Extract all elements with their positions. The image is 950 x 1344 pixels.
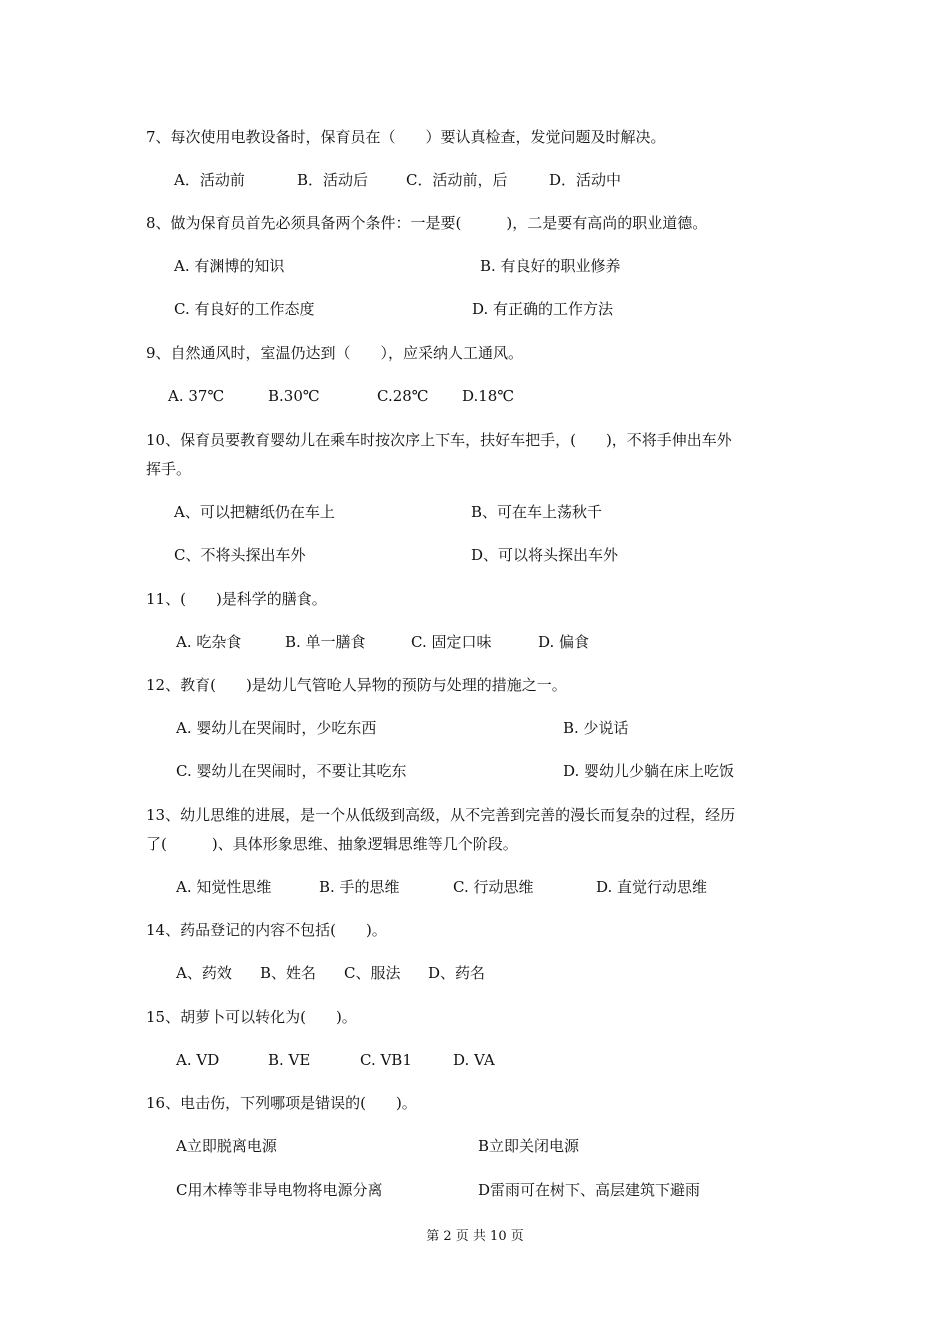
question-10-option-d: D、可以将头探出车外 xyxy=(471,546,619,564)
question-11-option-a: A. 吃杂食 xyxy=(176,633,242,651)
question-12-option-b: B. 少说话 xyxy=(563,719,629,737)
question-8-option-c: C. 有良好的工作态度 xyxy=(174,300,315,318)
question-8-option-a: A. 有渊博的知识 xyxy=(174,257,285,275)
question-8-option-b: B. 有良好的职业修养 xyxy=(480,257,621,275)
question-7-option-b: B．活动后 xyxy=(297,171,369,189)
question-12-stem: 12、教育( )是幼儿气管呛人异物的预防与处理的措施之一。 xyxy=(146,676,567,694)
question-10-option-c: C、不将头探出车外 xyxy=(174,546,306,564)
question-16-stem: 16、电击伤，下列哪项是错误的( )。 xyxy=(146,1094,417,1112)
question-15-option-a: A. VD xyxy=(176,1051,220,1069)
question-11-stem: 11、( )是科学的膳食。 xyxy=(146,590,327,608)
page-footer: 第 2 页 共 10 页 xyxy=(426,1229,524,1244)
question-13-option-b: B. 手的思维 xyxy=(319,878,400,896)
question-15-option-c: C. VB1 xyxy=(360,1051,412,1069)
question-11-option-d: D. 偏食 xyxy=(538,633,590,651)
question-9-option-d: D.18℃ xyxy=(462,387,515,405)
question-7-stem: 7、每次使用电教设备时，保育员在（ ）要认真检查，发觉问题及时解决。 xyxy=(146,128,666,146)
question-15-stem: 15、胡萝卜可以转化为( )。 xyxy=(146,1008,357,1026)
question-13-stem-line-2: 了( )、具体形象思维、抽象逻辑思维等几个阶段。 xyxy=(146,835,518,853)
question-9-option-c: C.28℃ xyxy=(377,387,429,405)
question-7-option-c: C．活动前，后 xyxy=(406,171,508,189)
question-9-option-a: A. 37℃ xyxy=(168,387,225,405)
question-8-stem: 8、做为保育员首先必须具备两个条件：一是要( )，二是要有高尚的职业道德。 xyxy=(146,214,708,232)
question-13-option-a: A. 知觉性思维 xyxy=(176,878,272,896)
question-14-option-d: D、药名 xyxy=(428,964,486,982)
question-16-option-c: C用木棒等非导电物将电源分离 xyxy=(176,1181,383,1199)
question-16-option-b: B立即关闭电源 xyxy=(478,1137,580,1155)
question-13-option-d: D. 直觉行动思维 xyxy=(596,878,708,896)
question-11-option-c: C. 固定口味 xyxy=(411,633,492,651)
question-15-option-b: B. VE xyxy=(268,1051,311,1069)
question-11-option-b: B. 单一膳食 xyxy=(285,633,366,651)
question-14-option-b: B、姓名 xyxy=(260,964,317,982)
question-7-option-a: A．活动前 xyxy=(174,171,245,189)
question-8-option-d: D. 有正确的工作方法 xyxy=(472,300,614,318)
question-10-option-b: B、可在车上荡秋千 xyxy=(471,503,603,521)
question-10-stem-line-2: 挥手。 xyxy=(146,460,192,478)
question-9-option-b: B.30℃ xyxy=(268,387,320,405)
question-12-option-d: D. 婴幼儿少躺在床上吃饭 xyxy=(563,762,735,780)
question-13-option-c: C. 行动思维 xyxy=(453,878,534,896)
question-13-stem-line-1: 13、幼儿思维的进展，是一个从低级到高级，从不完善到完善的漫长而复杂的过程，经历 xyxy=(146,806,736,824)
question-14-option-c: C、服法 xyxy=(344,964,401,982)
question-7-option-d: D．活动中 xyxy=(549,171,622,189)
question-14-option-a: A、药效 xyxy=(176,964,232,982)
question-12-option-c: C. 婴幼儿在哭闹时，不要让其吃东 xyxy=(176,762,407,780)
question-16-option-d: D雷雨可在树下、高层建筑下避雨 xyxy=(478,1181,701,1199)
question-9-stem: 9、自然通风时，室温仍达到（ ），应采纳人工通风。 xyxy=(146,344,524,362)
question-15-option-d: D. VA xyxy=(453,1051,495,1069)
question-10-option-a: A、可以把糖纸仍在车上 xyxy=(174,503,335,521)
question-14-stem: 14、药品登记的内容不包括( )。 xyxy=(146,921,387,939)
question-10-stem-line-1: 10、保育员要教育婴幼儿在乘车时按次序上下车，扶好车把手，( )，不将手伸出车外 xyxy=(146,431,732,449)
question-12-option-a: A. 婴幼儿在哭闹时，少吃东西 xyxy=(176,719,377,737)
question-16-option-a: A立即脱离电源 xyxy=(176,1137,277,1155)
